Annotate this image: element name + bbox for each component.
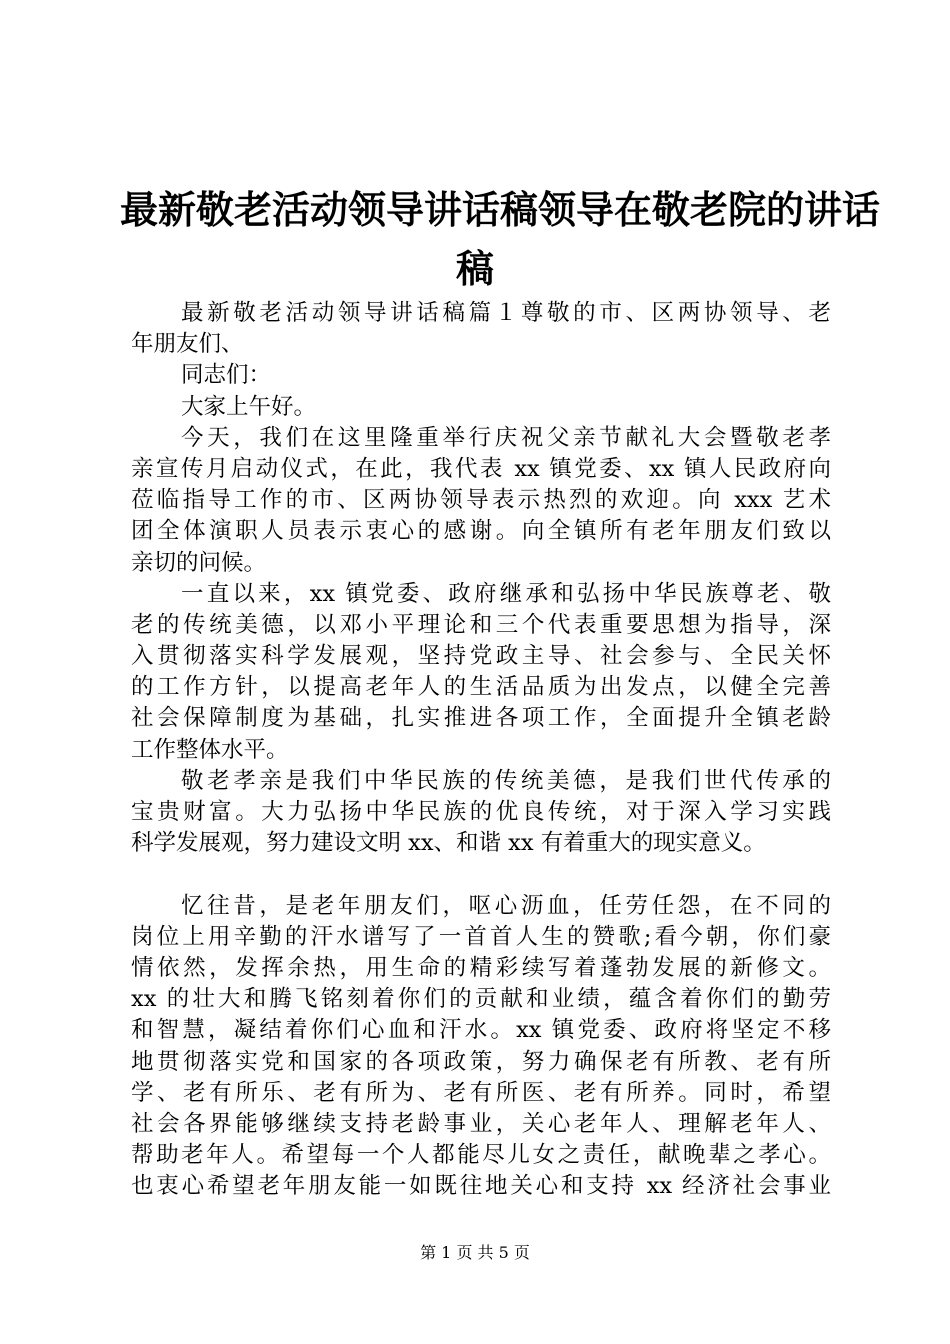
paragraph-line: 和智慧，凝结着你们心血和汗水。xx 镇党委、政府将坚定不移 bbox=[131, 1017, 831, 1044]
paragraph-line: 也衷心希望老年朋友能一如既往地关心和支持 xx 经济社会事业 bbox=[131, 1173, 831, 1200]
paragraph-line: 今天，我们在这里隆重举行庆祝父亲节献礼大会暨敬老孝 bbox=[181, 424, 831, 451]
paragraph-line: 社会各界能够继续支持老龄事业，关心老年人、理解老年人、 bbox=[131, 1110, 831, 1137]
document-body bbox=[131, 298, 831, 1202]
paragraph-line: 亲切的问候。 bbox=[131, 549, 267, 576]
paragraph-line: 社会保障制度为基础，扎实推进各项工作，全面提升全镇老龄 bbox=[131, 705, 831, 732]
paragraph-gap bbox=[131, 859, 831, 890]
paragraph-line: 亲宣传月启动仪式，在此，我代表 xx 镇党委、xx 镇人民政府向 bbox=[131, 455, 831, 482]
paragraph-line: 最新敬老活动领导讲话稿篇１尊敬的市、区两协领导、老 bbox=[181, 300, 831, 326]
paragraph-line: 科学发展观，努力建设文明 xx、和谐 xx 有着重大的现实意义。 bbox=[131, 830, 766, 857]
paragraph-line: 忆往昔，是老年朋友们，呕心沥血，任劳任怨，在不同的 bbox=[181, 892, 831, 919]
document-title-line-1: 最新敬老活动领导讲话稿领导在敬老院的讲话 bbox=[120, 187, 881, 232]
paragraph-line: 学、老有所乐、老有所为、老有所医、老有所养。同时，希望 bbox=[131, 1079, 831, 1106]
paragraph-line: 大家上午好。 bbox=[181, 393, 317, 420]
page-footer: 第 1 页 共 5 页 bbox=[420, 1243, 530, 1262]
paragraph-line: 莅临指导工作的市、区两协领导表示热烈的欢迎。向 xxx 艺术 bbox=[131, 487, 831, 514]
paragraph-line: 年朋友们、 bbox=[131, 331, 244, 358]
paragraph-line: 情依然，发挥余热，用生命的精彩续写着蓬勃发展的新修文。 bbox=[131, 954, 831, 981]
paragraph-line: 同志们： bbox=[181, 362, 272, 389]
paragraph-line: 宝贵财富。大力弘扬中华民族的优良传统，对于深入学习实践 bbox=[131, 799, 831, 825]
paragraph-line: 工作整体水平。 bbox=[131, 736, 289, 763]
paragraph-line: 一直以来，xx 镇党委、政府继承和弘扬中华民族尊老、敬 bbox=[181, 580, 831, 607]
paragraph-line: 帮助老年人。希望每一个人都能尽儿女之责任，献晚辈之孝心。 bbox=[131, 1142, 831, 1169]
paragraph-line: 敬老孝亲是我们中华民族的传统美德，是我们世代传承的 bbox=[181, 767, 831, 794]
paragraph-line: 的工作方针，以提高老年人的生活品质为出发点，以健全完善 bbox=[131, 674, 831, 701]
paragraph-line: 团全体演职人员表示衷心的感谢。向全镇所有老年朋友们致以 bbox=[131, 518, 831, 545]
paragraph-line: 地贯彻落实党和国家的各项政策，努力确保老有所教、老有所 bbox=[131, 1048, 831, 1075]
paragraph-line: 老的传统美德，以邓小平理论和三个代表重要思想为指导，深 bbox=[131, 611, 831, 638]
paragraph-line: xx 的壮大和腾飞铭刻着你们的贡献和业绩，蕴含着你们的勤劳 bbox=[131, 986, 831, 1013]
paragraph-line: 入贯彻落实科学发展观，坚持党政主导、社会参与、全民关怀 bbox=[131, 643, 831, 670]
paragraph-line: 岗位上用辛勤的汗水谱写了一首首人生的赞歌;看今朝，你们豪 bbox=[131, 923, 831, 950]
document-title-line-2: 稿 bbox=[455, 246, 494, 291]
